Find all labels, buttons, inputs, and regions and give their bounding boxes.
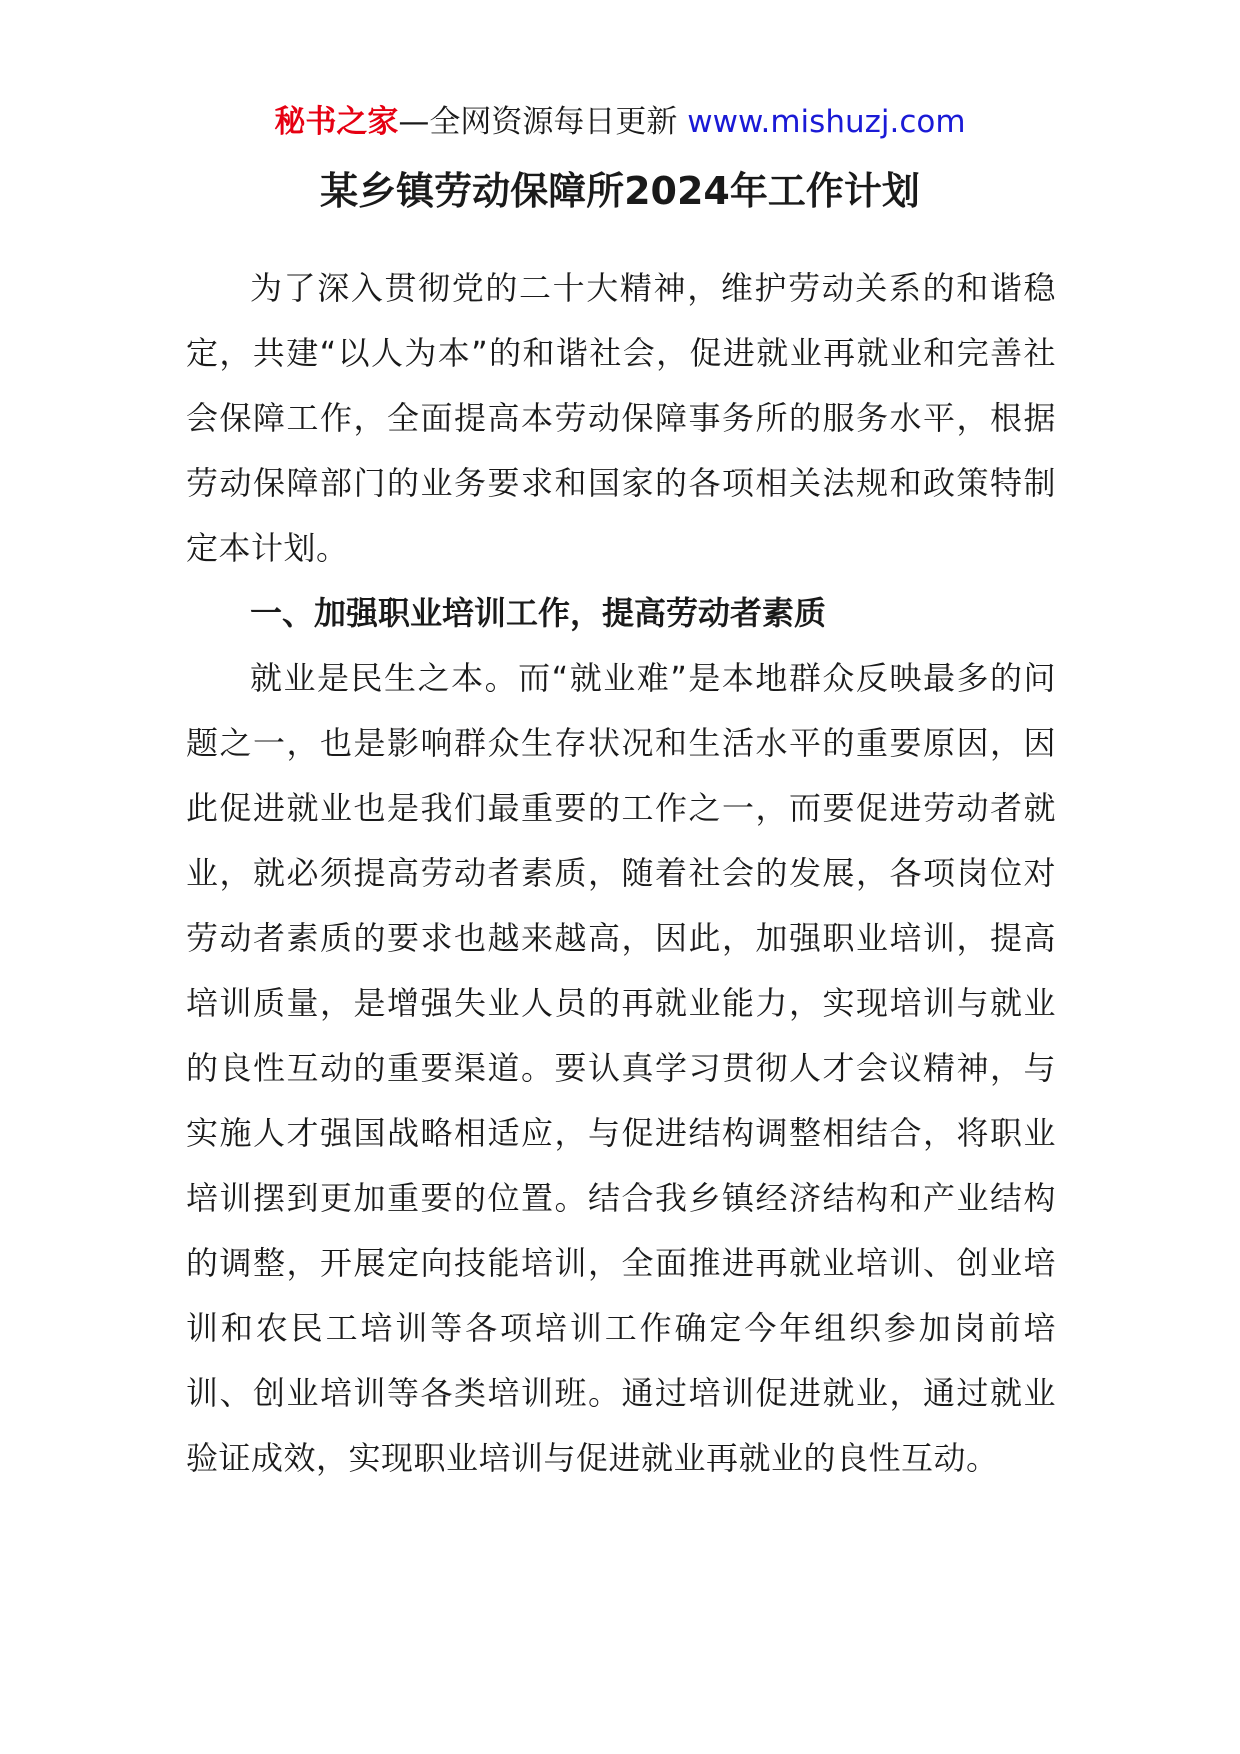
header-tagline: —全网资源每日更新 (398, 104, 678, 140)
brand-name: 秘书之家 (274, 104, 399, 140)
document-title: 某乡镇劳动保障所2024年工作计划 (320, 169, 920, 213)
site-header (0, 100, 1240, 144)
site-url-link[interactable]: www.mishuzj.com (687, 104, 966, 140)
section-heading-1: 一、加强职业培训工作，提高劳动者素质 (250, 594, 827, 632)
section-1-paragraph: 就业是民生之本。而“就业难”是本地群众反映最多的问题之一，也是影响群众生存状况和生活水平的重要原因，因此促进就业也是我们最重要的工作之一，而要促进劳动者就业，就必须提高劳动者素质，随着社会的发展，各项岗位对劳动者素质的要求也越来越高，因此，加强职业培训，提高培训质量，是增强失业人员的再就业能力，实现培训与就业的良性互动的重要渠道。要认真学习贯彻人才会议精神，与实施人才强国战略相适应，与促进结构调整相结合，将职业培训摆到更加重要的位置。结合我乡镇经济结构和产业结构的调整，开展定向技能培训，全面推进再就业培训、创业培训和农民工培训等各项培训工作确定今年组织参加岗前培训、创业培训等各类培训班。通过培训促进就业，通过就业验证成效，实现职业培训与促进就业再就业的良性互动。 (186, 659, 1056, 1477)
document-body (186, 256, 1056, 1491)
intro-paragraph: 为了深入贯彻党的二十大精神，维护劳动关系的和谐稳定，共建“以人为本”的和谐社会，促进就业再就业和完善社会保障工作，全面提高本劳动保障事务所的服务水平，根据劳动保障部门的业务要求和国家的各项相关法规和政策特制定本计划。 (186, 269, 1056, 567)
